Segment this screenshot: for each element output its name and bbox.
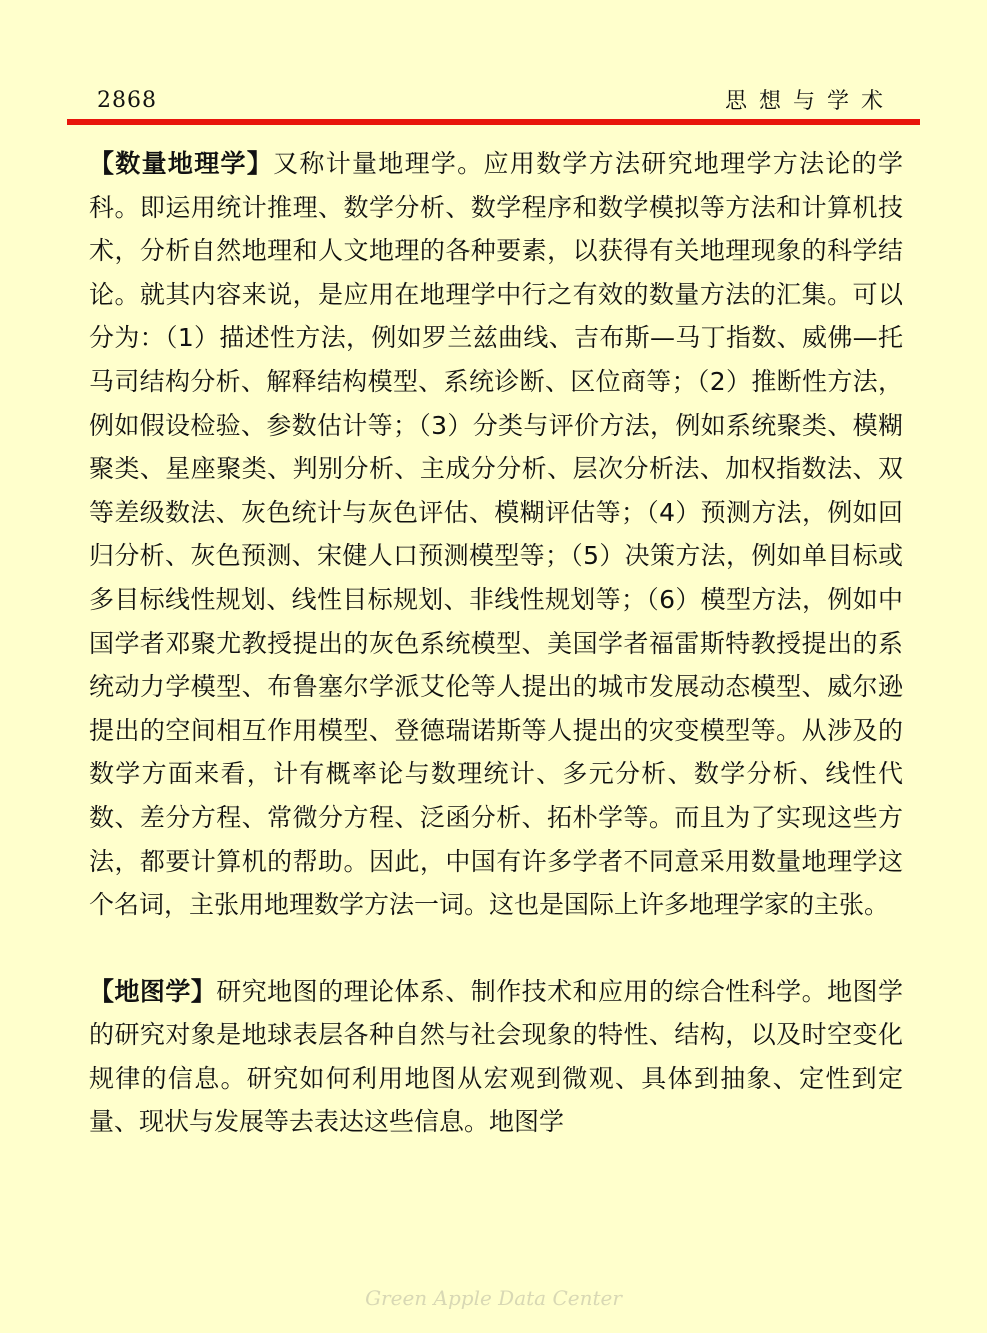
entry-quantitative-geography (89, 142, 903, 927)
dictionary-content (89, 142, 903, 1144)
journal-title: 思想与学术 (724, 89, 895, 114)
entry-term: 【地图学】 (89, 976, 217, 1006)
entry-definition: 研究地图的理论体系、制作技术和应用的综合性科学。地图学的研究对象是地球表层各种自然与社会现象的特性、结构，以及时空变化规律的信息。研究如何利用地图从宏观到微观、具体到抽象、定性到定量、现状与发展等去表达这些信息。地图学 (89, 976, 903, 1137)
header-rule (67, 119, 920, 125)
entry-definition: 又称计量地理学。应用数学方法研究地理学方法论的学科。即运用统计推理、数学分析、数学程序和数学模拟等方法和计算机技术，分析自然地理和人文地理的各种要素，以获得有关地理现象的科学结论。就其内容来说，是应用在地理学中行之有效的数量方法的汇集。可以分为：（1）描述性方法，例如罗兰兹曲线、吉布斯—马丁指数、威佛—托马司结构分析、解释结构模型、系统诊断、区位商等；（2）推断性方法，例如假设检验、参数估计等；（3）分类与评价方法，例如系统聚类、模糊聚类、星座聚类、判别分析、主成分分析、层次分析法、加权指数法、双等差级数法、灰色统计与灰色评估、模糊评估等；（4）预测方法，例如回归分析、灰色预测、宋健人口预测模型等；（5）决策方法，例如单目标或多目标线性规划、线性目标规划、非线性规划等；（6）模型方法，例如中国学者邓聚尤教授提出的灰色系统模型、美国学者福雷斯特教授提出的系统动力学模型、布鲁塞尔学派艾伦等人提出的城市发展动态模型、威尔逊提出的空间相互作用模型、登德瑞诺斯等人提出的灾变模型等。从涉及的数学方面来看，计有概率论与数理统计、多元分析、数学分析、线性代数、差分方程、常微分方程、泛函分析、拓朴学等。而且为了实现这些方法，都要计算机的帮助。因此，中国有许多学者不同意采用数量地理学这个名词，主张用地理数学方法一词。这也是国际上许多地理学家的主张。 (89, 149, 903, 920)
entry-cartography (89, 970, 903, 1144)
watermark: Green Apple Data Center (365, 1286, 622, 1310)
page-number: 2868 (97, 88, 157, 113)
entry-term: 【数量地理学】 (89, 149, 274, 178)
page-header (0, 0, 987, 130)
